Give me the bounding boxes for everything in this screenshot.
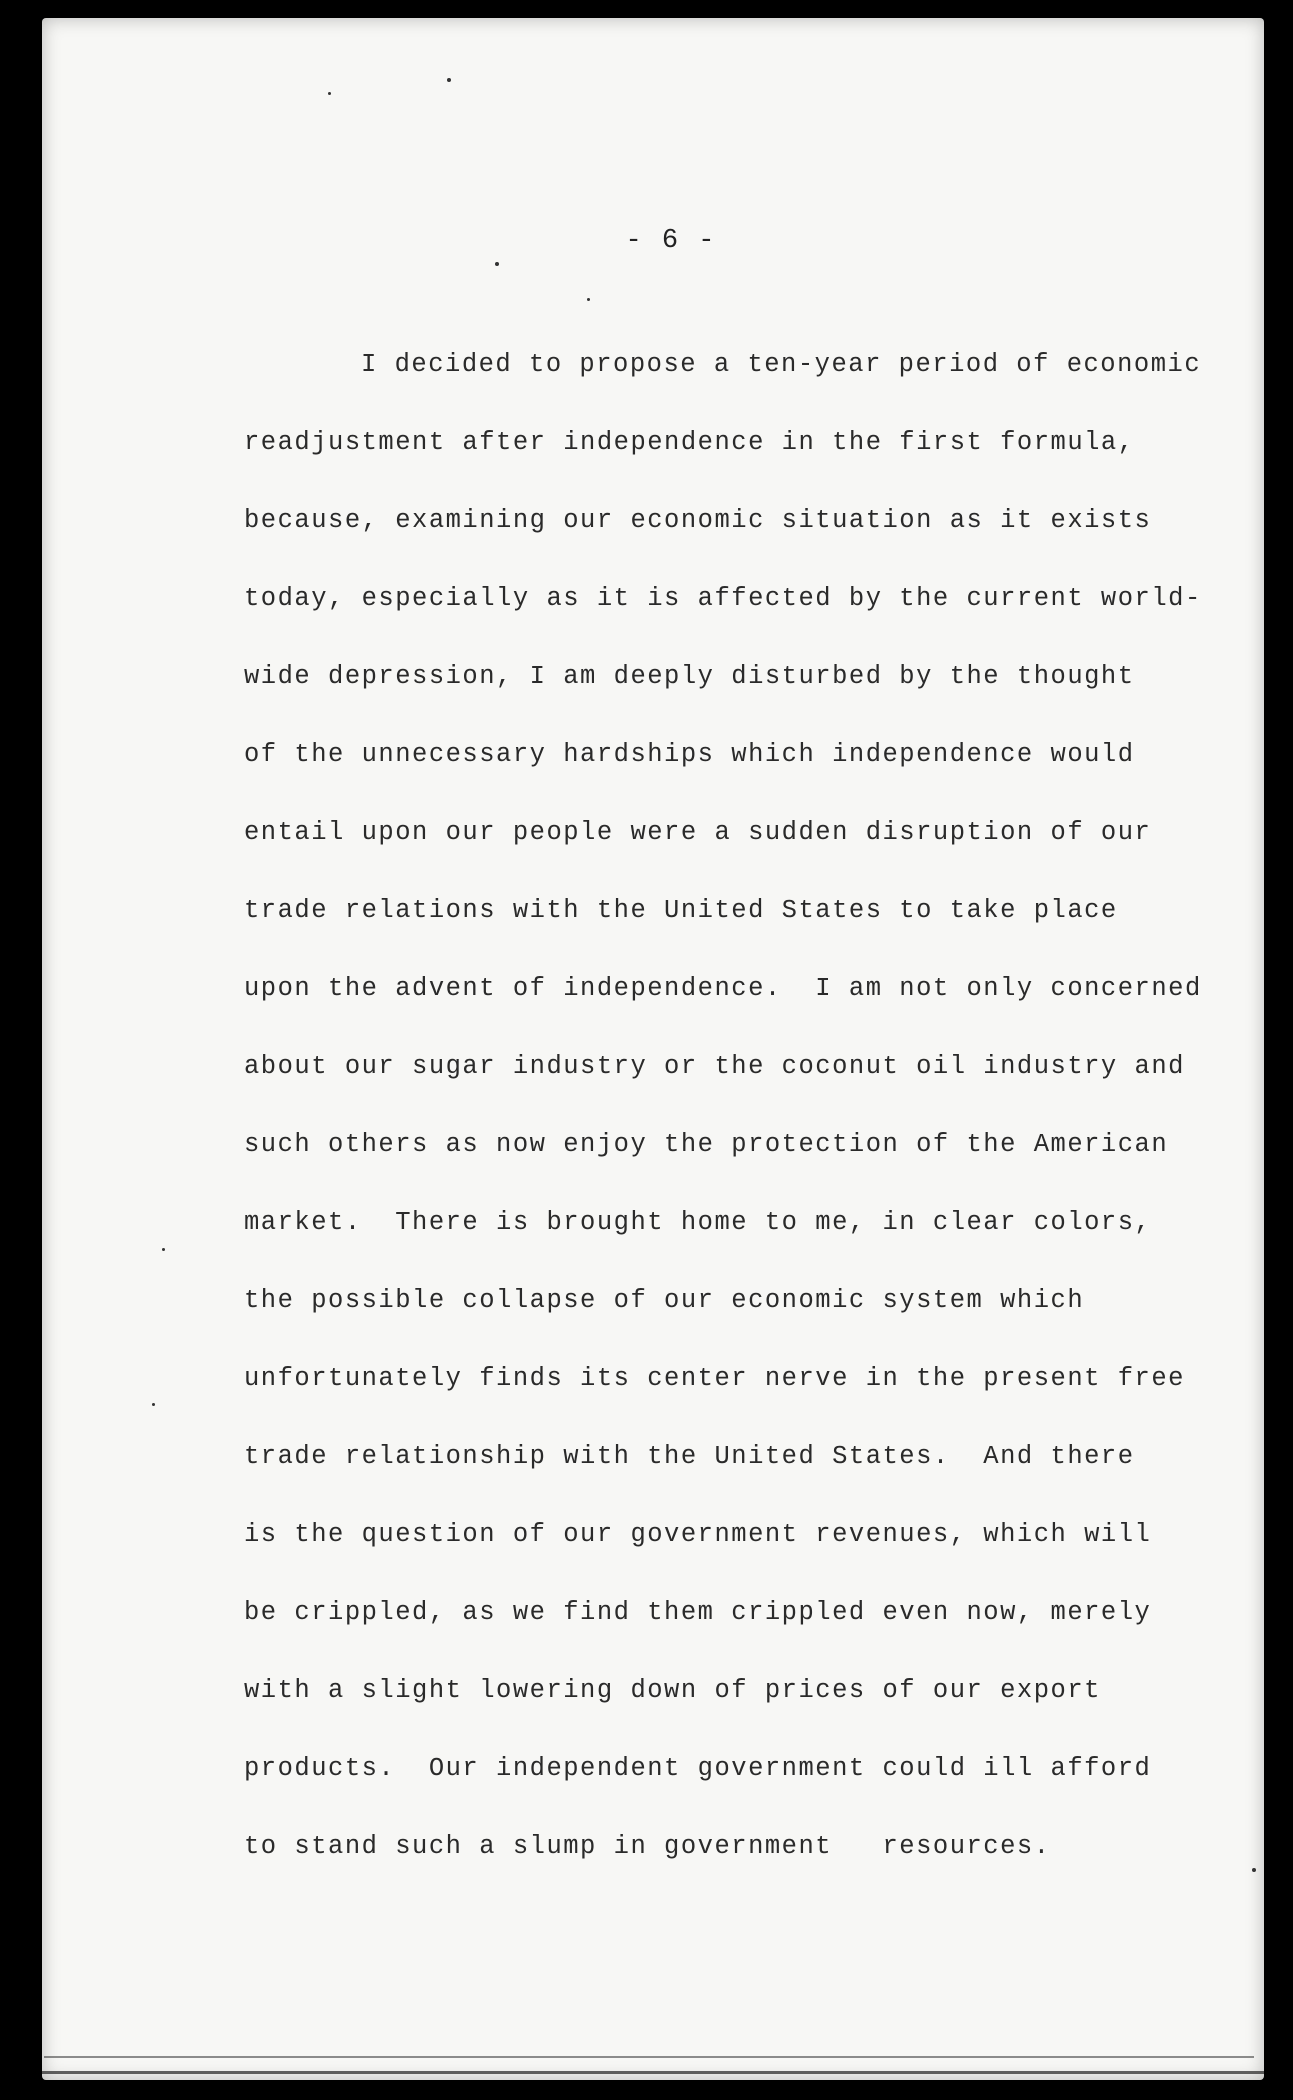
text-line: such others as now enjoy the protection of the American: [244, 1130, 1169, 1159]
typewritten-paragraph: [244, 326, 1202, 1886]
typewritten-page: [42, 18, 1264, 2080]
text-line: products. Our independent government could ill afford: [244, 1754, 1152, 1783]
text-line: wide depression, I am deeply disturbed by the thought: [244, 662, 1135, 691]
ink-speck: [1252, 1868, 1256, 1872]
page-bottom-rule: [44, 2056, 1254, 2058]
page-number: - 6 -: [625, 226, 717, 256]
text-line: today, especially as it is affected by the current world-: [244, 584, 1202, 613]
page-bottom-edge: [42, 2071, 1264, 2074]
text-line: trade relations with the United States to take place: [244, 896, 1118, 925]
text-line: readjustment after independence in the first formula,: [244, 428, 1135, 457]
text-line: I decided to propose a ten-year period of economic: [361, 350, 1202, 379]
text-line: trade relationship with the United States. And there: [244, 1442, 1135, 1471]
text-line: to stand such a slump in government resources.: [244, 1832, 1051, 1861]
text-line: is the question of our government revenues, which will: [244, 1520, 1152, 1549]
ink-speck: [495, 262, 499, 266]
text-line: upon the advent of independence. I am not only concerned: [244, 974, 1202, 1003]
text-line: of the unnecessary hardships which independence would: [244, 740, 1135, 769]
text-line: the possible collapse of our economic system which: [244, 1286, 1085, 1315]
ink-speck: [152, 1403, 155, 1406]
ink-speck: [447, 78, 451, 82]
ink-speck: [162, 1248, 165, 1251]
ink-speck: [587, 298, 590, 301]
text-line: entail upon our people were a sudden disruption of our: [244, 818, 1152, 847]
text-line: with a slight lowering down of prices of our export: [244, 1676, 1101, 1705]
text-line: because, examining our economic situation as it exists: [244, 506, 1152, 535]
ink-speck: [328, 92, 331, 95]
text-line: market. There is brought home to me, in clear colors,: [244, 1208, 1152, 1237]
text-line: be crippled, as we find them crippled even now, merely: [244, 1598, 1152, 1627]
text-line: about our sugar industry or the coconut oil industry and: [244, 1052, 1185, 1081]
text-line: unfortunately finds its center nerve in the present free: [244, 1364, 1185, 1393]
